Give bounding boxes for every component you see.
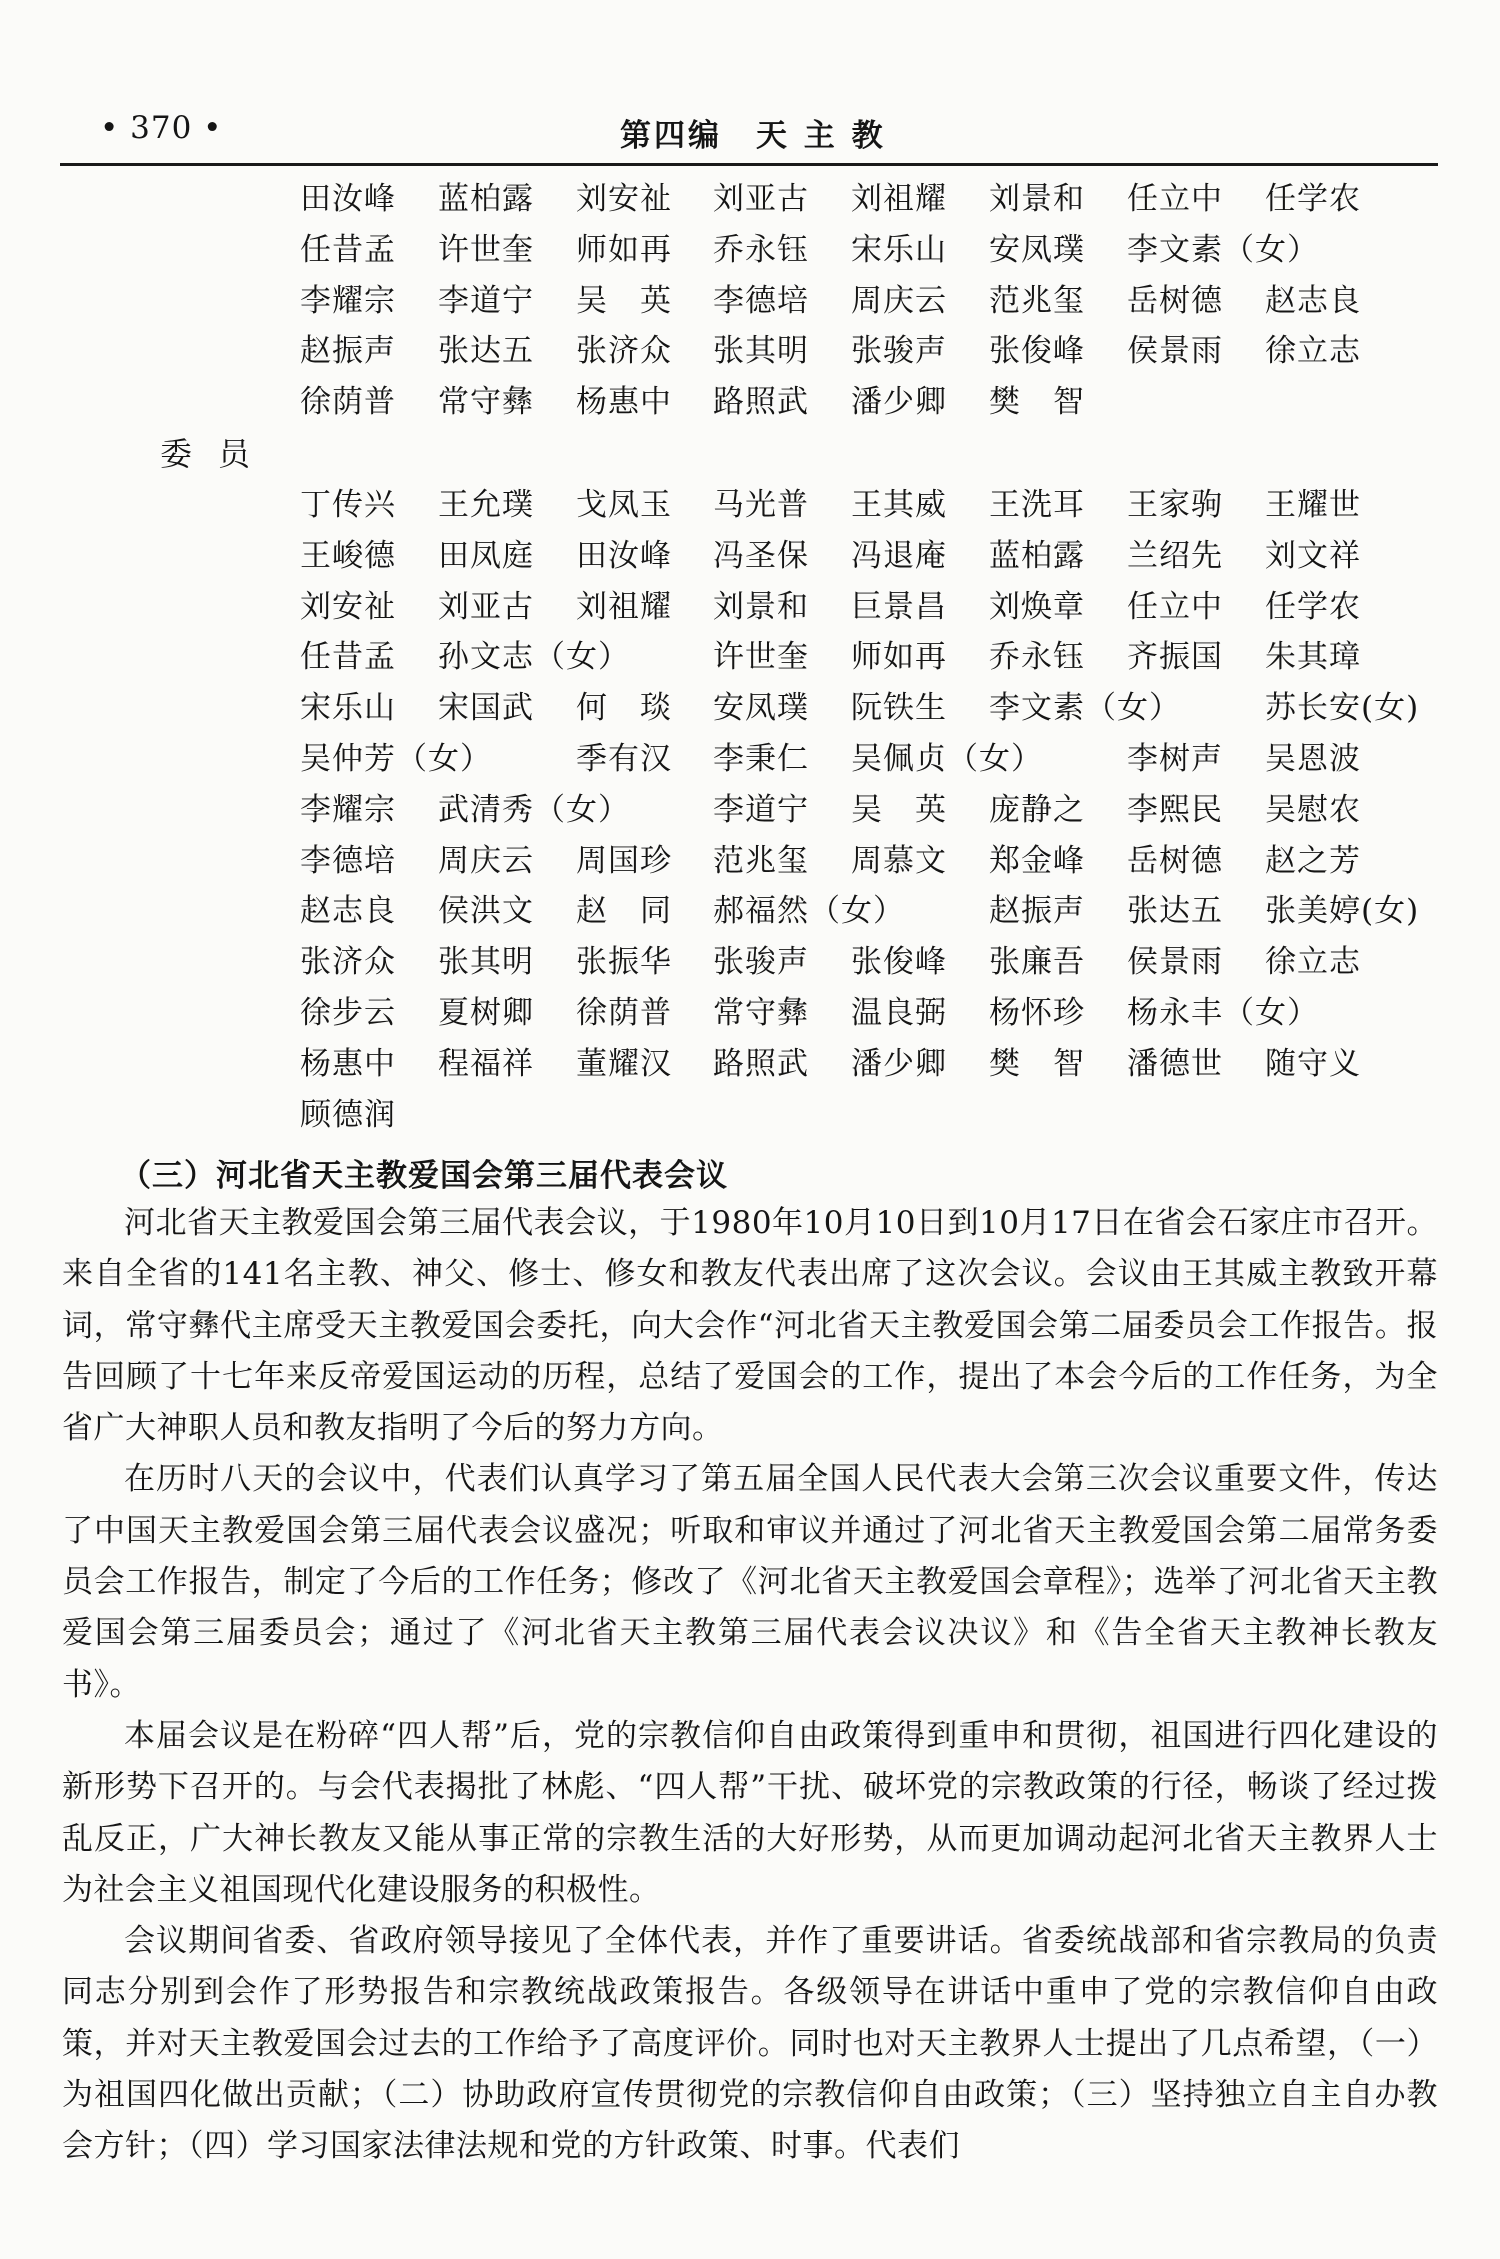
committee-name: 范兆玺	[989, 282, 1085, 319]
member-name: 田凤庭	[438, 537, 534, 574]
member-name: 刘祖耀	[576, 588, 672, 625]
member-name: 冯圣保	[713, 537, 809, 574]
member-name: 张其明	[438, 944, 534, 981]
committee-name: 徐荫普	[300, 384, 396, 421]
member-name: 兰绍先	[1127, 537, 1223, 574]
member-name: 郝福然（女）	[713, 893, 905, 930]
member-name: 郑金峰	[989, 842, 1085, 879]
committee-name: 师如再	[576, 231, 672, 268]
member-name: 丁传兴	[300, 487, 396, 523]
member-name: 宋国武	[438, 690, 534, 727]
member-name: 杨怀珍	[989, 995, 1085, 1031]
member-name: 师如再	[851, 639, 947, 676]
member-name: 刘文祥	[1265, 537, 1361, 574]
committee-name: 任学农	[1265, 181, 1361, 217]
member-name: 董耀汉	[576, 1045, 672, 1082]
member-name: 范兆玺	[713, 842, 809, 879]
member-name: 庞静之	[989, 791, 1085, 828]
member-name: 任立中	[1127, 588, 1223, 625]
committee-name: 岳树德	[1127, 282, 1223, 319]
committee-name: 任立中	[1127, 181, 1223, 217]
member-name: 李道宁	[713, 791, 809, 828]
committee-name: 张达五	[438, 333, 534, 370]
member-name: 齐振国	[1127, 639, 1223, 676]
member-name: 宋乐山	[300, 690, 396, 727]
paragraph: 在历时八天的会议中，代表们认真学习了第五届全国人民代表大会第三次会议重要文件，传达了中国天主教爱国会第三届代表会议盛况；听取和审议并通过了河北省天主教爱国会第二届常务委员会工作报告，制定了今后的工作任务；修改了《河北省天主教爱国会章程》；选举了河北省天主教爱国会第三届委员会；通过了《河北省天主教第三届代表会议决议》和《告全省天主教神长教友书》。	[62, 1461, 1438, 1703]
members-label: 委员	[160, 435, 277, 473]
committee-name: 樊 智	[989, 384, 1085, 421]
committee-name: 张济众	[576, 333, 672, 370]
committee-name: 张其明	[713, 333, 809, 370]
member-name: 李德培	[300, 842, 396, 879]
member-name: 刘景和	[713, 588, 809, 625]
committee-name: 路照武	[713, 384, 809, 421]
member-name: 刘安祉	[300, 588, 396, 625]
member-name: 夏树卿	[438, 995, 534, 1031]
member-name: 巨景昌	[851, 588, 947, 625]
member-name: 李熙民	[1127, 791, 1223, 828]
member-name: 杨永丰（女）	[1127, 995, 1319, 1031]
member-name: 岳树德	[1127, 842, 1223, 879]
committee-name: 赵振声	[300, 333, 396, 370]
member-name: 李秉仁	[713, 741, 809, 777]
member-name: 王家驹	[1127, 487, 1223, 523]
member-name: 侯洪文	[438, 893, 534, 930]
member-name: 王允璞	[438, 487, 534, 523]
committee-name: 李耀宗	[300, 282, 396, 319]
member-name: 武清秀（女）	[438, 791, 630, 828]
member-name: 戈凤玉	[576, 487, 672, 523]
member-name: 季有汉	[576, 741, 672, 777]
member-name: 周庆云	[438, 842, 534, 879]
member-name: 吴仲芳（女）	[300, 741, 492, 777]
member-name: 蓝柏露	[989, 537, 1085, 574]
committee-name: 李德培	[713, 282, 809, 319]
member-name: 侯景雨	[1127, 944, 1223, 981]
page-header	[60, 108, 1438, 158]
committee-name: 徐立志	[1265, 333, 1361, 370]
member-name: 阮铁生	[851, 690, 947, 727]
body-text	[62, 1198, 1438, 2173]
member-name: 何 琰	[576, 690, 672, 727]
committee-name: 任昔孟	[300, 231, 396, 268]
committee-name: 刘亚古	[713, 181, 809, 217]
member-name: 徐步云	[300, 995, 396, 1031]
member-name: 张振华	[576, 944, 672, 981]
committee-name: 李道宁	[438, 282, 534, 319]
member-name: 周国珍	[576, 842, 672, 879]
member-name: 赵 同	[576, 893, 672, 930]
member-name: 乔永钰	[989, 639, 1085, 676]
committee-name: 田汝峰	[300, 181, 396, 217]
member-name: 潘少卿	[851, 1045, 947, 1082]
committee-name: 乔永钰	[713, 231, 809, 268]
member-name: 徐立志	[1265, 944, 1361, 981]
committee-name: 张俊峰	[989, 333, 1085, 370]
member-name: 随守义	[1265, 1045, 1361, 1082]
member-name: 王洗耳	[989, 487, 1085, 523]
member-name: 王耀世	[1265, 487, 1361, 523]
committee-name: 杨惠中	[576, 384, 672, 421]
committee-name: 张骏声	[851, 333, 947, 370]
section-title: （三）河北省天主教爱国会第三届代表会议	[120, 1158, 728, 1194]
member-name: 张骏声	[713, 944, 809, 981]
committee-name: 李文素（女）	[1127, 231, 1319, 268]
member-name: 冯退庵	[851, 537, 947, 574]
committee-name: 潘少卿	[851, 384, 947, 421]
committee-name: 刘安祉	[576, 181, 672, 217]
committee-name: 吴 英	[576, 282, 672, 319]
member-name: 张美婷(女)	[1265, 893, 1420, 930]
running-title: 第四编 天 主 教	[620, 118, 886, 154]
page-number: • 370 •	[100, 110, 223, 146]
member-name: 王峻德	[300, 537, 396, 574]
member-name: 任学农	[1265, 588, 1361, 625]
member-name: 张廉吾	[989, 944, 1085, 981]
member-name: 吴佩贞（女）	[851, 741, 1043, 777]
committee-name: 蓝柏露	[438, 181, 534, 217]
member-name: 樊 智	[989, 1045, 1085, 1082]
committee-name: 侯景雨	[1127, 333, 1223, 370]
member-name: 孙文志（女）	[438, 639, 630, 676]
committee-name: 许世奎	[438, 231, 534, 268]
committee-name: 常守彝	[438, 384, 534, 421]
member-name: 吴慰农	[1265, 791, 1361, 828]
member-name: 刘亚古	[438, 588, 534, 625]
committee-name: 刘景和	[989, 181, 1085, 217]
member-name: 李树声	[1127, 741, 1223, 777]
member-name: 吴恩波	[1265, 741, 1361, 777]
member-name: 路照武	[713, 1045, 809, 1082]
member-name: 张达五	[1127, 893, 1223, 930]
committee-name: 刘祖耀	[851, 181, 947, 217]
header-rule	[60, 163, 1438, 166]
member-name: 吴 英	[851, 791, 947, 828]
member-name: 赵之芳	[1265, 842, 1361, 879]
member-name: 王其威	[851, 487, 947, 523]
member-name: 许世奎	[713, 639, 809, 676]
member-name: 杨惠中	[300, 1045, 396, 1082]
member-name: 程福祥	[438, 1045, 534, 1082]
member-name: 赵志良	[300, 893, 396, 930]
member-name: 张俊峰	[851, 944, 947, 981]
member-name: 苏长安(女)	[1265, 690, 1420, 727]
member-name: 马光普	[713, 487, 809, 523]
member-name: 安凤璞	[713, 690, 809, 727]
paragraph: 本届会议是在粉碎“四人帮”后，党的宗教信仰自由政策得到重申和贯彻，祖国进行四化建设的新形势下召开的。与会代表揭批了林彪、“四人帮”干扰、破坏党的宗教政策的行径，畅谈了经过拨乱反正，广大神长教友又能从事正常的宗教生活的大好形势，从而更加调动起河北省天主教界人士为社会主义祖国现代化建设服务的积极性。	[62, 1717, 1438, 1908]
member-name: 温良弼	[851, 995, 947, 1031]
member-name: 顾德润	[300, 1096, 396, 1133]
member-name: 田汝峰	[576, 537, 672, 574]
member-name: 潘德世	[1127, 1045, 1223, 1082]
member-name: 张济众	[300, 944, 396, 981]
member-name: 朱其璋	[1265, 639, 1361, 676]
paragraph: 会议期间省委、省政府领导接见了全体代表，并作了重要讲话。省委统战部和省宗教局的负责同志分别到会作了形势报告和宗教统战政策报告。各级领导在讲话中重申了党的宗教信仰自由政策，并对天主教爱国会过去的工作给予了高度评价。同时也对天主教界人士提出了几点希望，（一）为祖国四化做出贡献；（二）协助政府宣传贯彻党的宗教信仰自由政策；（三）坚持独立自主自办教会方针；（四）学习国家法律法规和党的方针政策、时事。代表们	[62, 1923, 1438, 2165]
committee-name: 赵志良	[1265, 282, 1361, 319]
member-name: 刘焕章	[989, 588, 1085, 625]
member-name: 周慕文	[851, 842, 947, 879]
member-name: 李文素（女）	[989, 690, 1181, 727]
member-name: 徐荫普	[576, 995, 672, 1031]
committee-name: 周庆云	[851, 282, 947, 319]
member-name: 赵振声	[989, 893, 1085, 930]
member-name: 李耀宗	[300, 791, 396, 828]
member-name: 常守彝	[713, 995, 809, 1031]
paragraph: 河北省天主教爱国会第三届代表会议，于1980年10月10日到10月17日在省会石家庄市召开。来自全省的141名主教、神父、修士、修女和教友代表出席了这次会议。会议由王其威主教致开幕词，常守彝代主席受天主教爱国会委托，向大会作“河北省天主教爱国会第二届委员会工作报告。报告回顾了十七年来反帝爱国运动的历程，总结了爱国会的工作，提出了本会今后的工作任务，为全省广大神职人员和教友指明了今后的努力方向。	[62, 1205, 1438, 1447]
committee-name: 安凤璞	[989, 231, 1085, 268]
member-name: 任昔孟	[300, 639, 396, 676]
committee-name: 宋乐山	[851, 231, 947, 268]
